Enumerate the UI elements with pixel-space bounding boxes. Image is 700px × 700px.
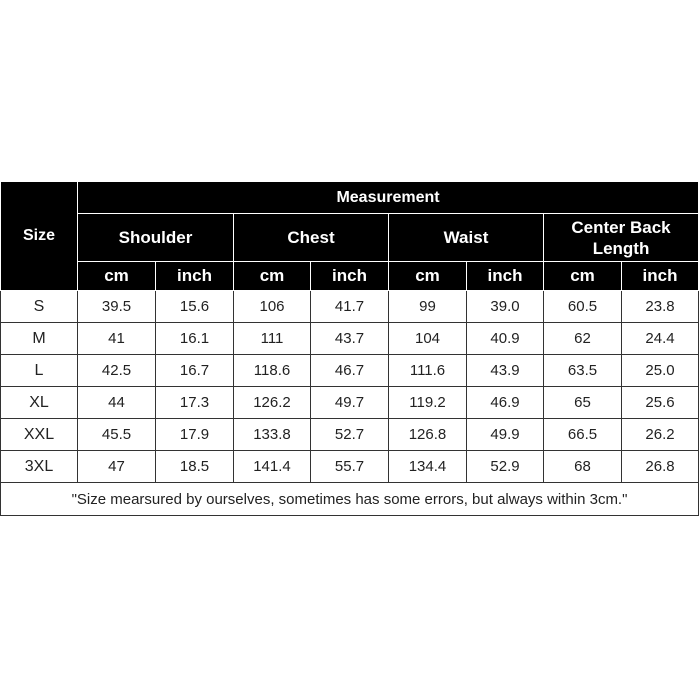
measurement-cell: 16.7	[156, 355, 234, 387]
size-cell: M	[1, 323, 78, 355]
measurement-cell: 16.1	[156, 323, 234, 355]
measurement-cell: 39.5	[78, 291, 156, 323]
measurement-cell: 46.9	[467, 387, 544, 419]
table-row	[1, 291, 699, 323]
unit-header-inch: inch	[156, 262, 234, 291]
size-cell: S	[1, 291, 78, 323]
measurement-cell: 42.5	[78, 355, 156, 387]
measurement-cell: 23.8	[622, 291, 699, 323]
table-footer	[1, 483, 699, 516]
measurement-cell: 49.7	[311, 387, 389, 419]
size-column-header: Size	[1, 182, 78, 291]
measurement-cell: 141.4	[234, 451, 311, 483]
table-row	[1, 419, 699, 451]
unit-header-inch: inch	[622, 262, 699, 291]
table-row	[1, 451, 699, 483]
measurement-cell: 18.5	[156, 451, 234, 483]
size-cell: XL	[1, 387, 78, 419]
unit-header-cm: cm	[544, 262, 622, 291]
measurement-cell: 52.9	[467, 451, 544, 483]
size-chart-table	[0, 181, 699, 516]
measurement-header: Measurement	[78, 182, 699, 214]
measurement-cell: 25.0	[622, 355, 699, 387]
table-body	[1, 291, 699, 483]
table-header	[1, 182, 699, 291]
measurement-cell: 63.5	[544, 355, 622, 387]
measurement-cell: 49.9	[467, 419, 544, 451]
measurement-cell: 43.7	[311, 323, 389, 355]
measurement-cell: 26.2	[622, 419, 699, 451]
unit-header-inch: inch	[311, 262, 389, 291]
measurement-cell: 17.9	[156, 419, 234, 451]
unit-header-cm: cm	[234, 262, 311, 291]
measurement-cell: 39.0	[467, 291, 544, 323]
measurement-cell: 15.6	[156, 291, 234, 323]
measurement-cell: 43.9	[467, 355, 544, 387]
measurement-cell: 41.7	[311, 291, 389, 323]
size-cell: L	[1, 355, 78, 387]
measurement-cell: 62	[544, 323, 622, 355]
measurement-note: "Size mearsured by ourselves, sometimes has some errors, but always within 3cm."	[1, 483, 699, 516]
measurement-cell: 106	[234, 291, 311, 323]
measurement-cell: 55.7	[311, 451, 389, 483]
measurement-cell: 119.2	[389, 387, 467, 419]
measurement-cell: 111	[234, 323, 311, 355]
shoulder-header: Shoulder	[78, 214, 234, 262]
measurement-cell: 52.7	[311, 419, 389, 451]
measurement-cell: 134.4	[389, 451, 467, 483]
measurement-cell: 133.8	[234, 419, 311, 451]
measurement-cell: 47	[78, 451, 156, 483]
unit-header-inch: inch	[467, 262, 544, 291]
measurement-cell: 99	[389, 291, 467, 323]
center-back-length-header: Center Back Length	[544, 214, 699, 262]
measurement-cell: 126.8	[389, 419, 467, 451]
measurement-cell: 104	[389, 323, 467, 355]
table-row	[1, 355, 699, 387]
chest-header: Chest	[234, 214, 389, 262]
unit-header-cm: cm	[78, 262, 156, 291]
size-cell: XXL	[1, 419, 78, 451]
measurement-cell: 118.6	[234, 355, 311, 387]
measurement-cell: 26.8	[622, 451, 699, 483]
unit-header-cm: cm	[389, 262, 467, 291]
measurement-cell: 66.5	[544, 419, 622, 451]
measurement-cell: 25.6	[622, 387, 699, 419]
measurement-cell: 44	[78, 387, 156, 419]
measurement-cell: 17.3	[156, 387, 234, 419]
measurement-cell: 65	[544, 387, 622, 419]
measurement-cell: 60.5	[544, 291, 622, 323]
table-row	[1, 323, 699, 355]
measurement-cell: 111.6	[389, 355, 467, 387]
table-row	[1, 387, 699, 419]
waist-header: Waist	[389, 214, 544, 262]
measurement-cell: 41	[78, 323, 156, 355]
measurement-cell: 68	[544, 451, 622, 483]
measurement-cell: 40.9	[467, 323, 544, 355]
measurement-cell: 126.2	[234, 387, 311, 419]
measurement-cell: 46.7	[311, 355, 389, 387]
measurement-cell: 45.5	[78, 419, 156, 451]
size-cell: 3XL	[1, 451, 78, 483]
measurement-cell: 24.4	[622, 323, 699, 355]
